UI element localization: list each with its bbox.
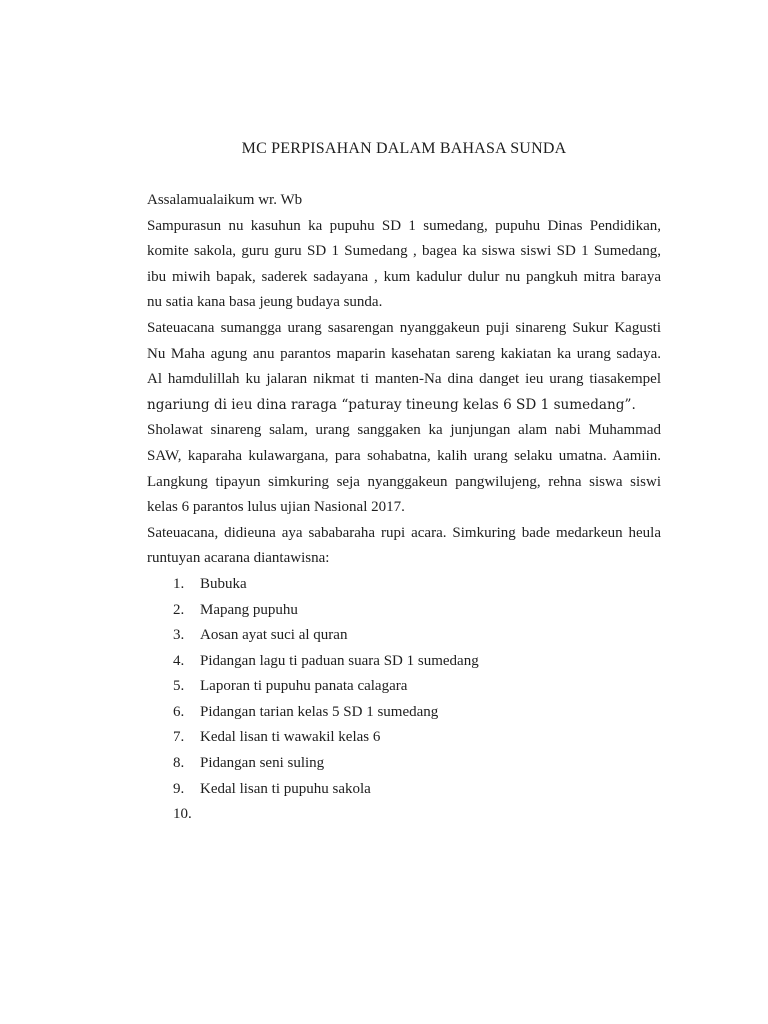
body-line: runtuyan acarana diantawisna: [147,550,330,567]
body-line: Sholawat sinareng salam, urang sanggaken ka junjungan alam nabi Muhammad [147,422,661,439]
body-line: ibu miwih bapak, saderek sadayana , kum kadulur dulur nu pangkuh mitra baraya [147,268,661,285]
agenda-item-text [200,802,661,828]
agenda-list [147,572,661,828]
agenda-item-number: 10. [173,806,192,823]
agenda-item-text: Pidangan lagu ti paduan suara SD 1 sumedang [200,652,479,669]
agenda-item [147,777,661,803]
agenda-item [147,700,661,726]
body-line: kelas 6 parantos lulus ujian Nasional 2017. [147,499,405,516]
agenda-item [147,598,661,624]
body-line: Sampurasun nu kasuhun ka pupuhu SD 1 sumedang, pupuhu Dinas Pendidikan, [147,217,661,234]
agenda-item-number: 1. [173,575,185,592]
agenda-item-text: Kedal lisan ti pupuhu sakola [200,780,371,797]
agenda-item [147,802,661,828]
document-content [147,137,661,828]
agenda-item-number: 3. [173,627,185,644]
agenda-item-text: Kedal lisan ti wawakil kelas 6 [200,729,381,746]
agenda-item-number: 4. [173,652,185,669]
body-line: Langkung tipayun simkuring seja nyanggakeun pangwilujeng, rehna siswa siswi [147,473,661,490]
agenda-item [147,623,661,649]
body-line: ngariung di ieu dina raraga “paturay tineung kelas 6 SD 1 sumedang”. [147,396,636,413]
page-title: MC PERPISAHAN DALAM BAHASA SUNDA [241,140,567,157]
agenda-item-number: 6. [173,703,185,720]
body-line: Nu Maha agung anu parantos maparin kasehatan sareng kakiatan ka urang sadaya. [147,345,661,362]
agenda-item-text: Pidangan tarian kelas 5 SD 1 sumedang [200,703,439,720]
agenda-item-text: Aosan ayat suci al quran [200,627,348,644]
body-line: Sateuacana sumangga urang sasarengan nyanggakeun puji sinareng Sukur Kagusti [147,319,661,336]
agenda-item-number: 2. [173,601,185,618]
body-line: Assalamualaikum wr. Wb [147,192,303,208]
body-line: Al hamdulillah ku jalaran nikmat ti manten-Na dina danget ieu urang tiasakempel [147,371,661,388]
agenda-item-number: 8. [173,755,185,772]
agenda-item [147,674,661,700]
agenda-item-text: Mapang pupuhu [200,601,298,618]
agenda-item-text: Pidangan seni suling [200,755,325,772]
agenda-item [147,725,661,751]
agenda-item-number: 5. [173,678,185,695]
agenda-item-number: 9. [173,780,185,797]
agenda-item [147,649,661,675]
agenda-item-text: Laporan ti pupuhu panata calagara [200,678,408,695]
document-body [147,188,661,572]
body-line: SAW, kaparaha kulawargana, para sohabatna, kalih urang selaku umatna. Aamiin. [147,447,661,464]
body-line: komite sakola, guru guru SD 1 Sumedang , bagea ka siswa siswi SD 1 Sumedang, [147,243,661,260]
agenda-item-number: 7. [173,729,185,746]
body-line: nu satia kana basa jeung budaya sunda. [147,294,383,311]
agenda-item-text: Bubuka [200,575,247,592]
agenda-item [147,572,661,598]
agenda-item [147,751,661,777]
body-line: Sateuacana, didieuna aya sababaraha rupi acara. Simkuring bade medarkeun heula [147,524,661,541]
